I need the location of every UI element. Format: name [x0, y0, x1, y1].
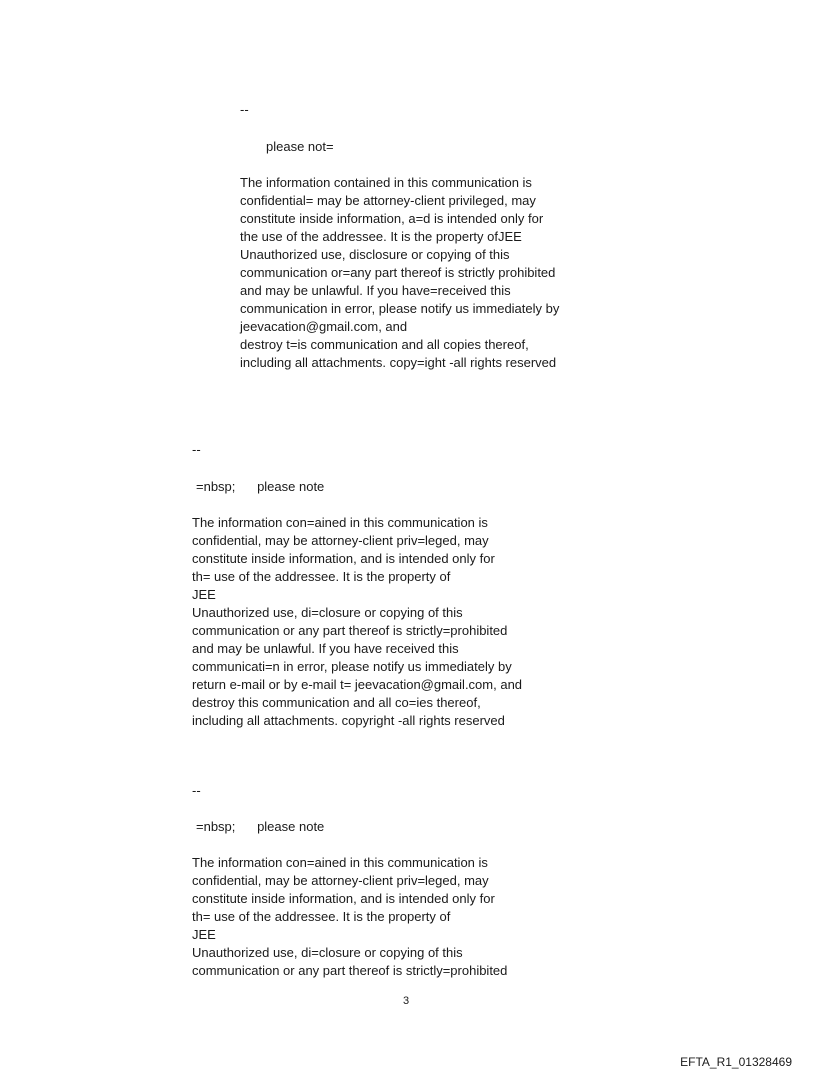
notice-3-line: communication or any part thereof is strictly=prohibited	[192, 963, 508, 978]
notice-3-line: confidential, may be attorney-client priv=leged, may	[192, 873, 489, 888]
notice-1-line: jeevacation@gmail.com, and	[240, 319, 408, 334]
notice-2-line: The information con=ained in this communication is	[192, 515, 488, 530]
notice-1-line: communication in error, please notify us immediately by	[240, 301, 560, 316]
notice-2-line: destroy this communication and all co=ies thereof,	[192, 695, 481, 710]
notice-3-line: Unauthorized use, di=closure or copying of this	[192, 945, 463, 960]
separator-2: --	[192, 442, 201, 457]
notice-1-line: and may be unlawful. If you have=received this	[240, 283, 511, 298]
document-id: EFTA_R1_01328469	[680, 1055, 792, 1069]
notice-1-line: the use of the addressee. It is the property ofJEE	[240, 229, 522, 244]
notice-1-line: confidential= may be attorney-client privileged, may	[240, 193, 536, 208]
notice-1-line: The information contained in this communication is	[240, 175, 532, 190]
separator-1: --	[240, 102, 249, 117]
notice-1-line: destroy t=is communication and all copies thereof,	[240, 337, 529, 352]
notice-2-line: Unauthorized use, di=closure or copying of this	[192, 605, 463, 620]
notice-3-line: The information con=ained in this communication is	[192, 855, 488, 870]
notice-3-line: JEE	[192, 927, 216, 942]
confidentiality-notice-2	[192, 514, 522, 730]
notice-2-line: th= use of the addressee. It is the property of	[192, 569, 451, 584]
notice-heading-1: please not=	[266, 139, 334, 154]
notice-1-line: constitute inside information, a=d is intended only for	[240, 211, 544, 226]
notice-heading-2: =nbsp; please note	[196, 479, 325, 494]
confidentiality-notice-1	[240, 174, 559, 372]
notice-2-line: including all attachments. copyright -all rights reserved	[192, 713, 505, 728]
notice-2-line: and may be unlawful. If you have received this	[192, 641, 459, 656]
page-number: 3	[403, 995, 410, 1007]
notice-2-line: JEE	[192, 587, 216, 602]
notice-2-line: constitute inside information, and is intended only for	[192, 551, 495, 566]
separator-3: --	[192, 783, 201, 798]
notice-3-line: constitute inside information, and is intended only for	[192, 891, 495, 906]
notice-1-line: communication or=any part thereof is strictly prohibited	[240, 265, 556, 280]
notice-1-line: including all attachments. copy=ight -all rights reserved	[240, 355, 557, 370]
notice-2-line: communicati=n in error, please notify us immediately by	[192, 659, 512, 674]
notice-2-line: communication or any part thereof is strictly=prohibited	[192, 623, 508, 638]
notice-3-line: th= use of the addressee. It is the property of	[192, 909, 451, 924]
notice-2-line: confidential, may be attorney-client priv=leged, may	[192, 533, 489, 548]
confidentiality-notice-3	[192, 854, 507, 980]
notice-heading-3: =nbsp; please note	[196, 819, 325, 834]
notice-2-line: return e-mail or by e-mail t= jeevacation@gmail.com, and	[192, 677, 523, 692]
notice-1-line: Unauthorized use, disclosure or copying of this	[240, 247, 510, 262]
